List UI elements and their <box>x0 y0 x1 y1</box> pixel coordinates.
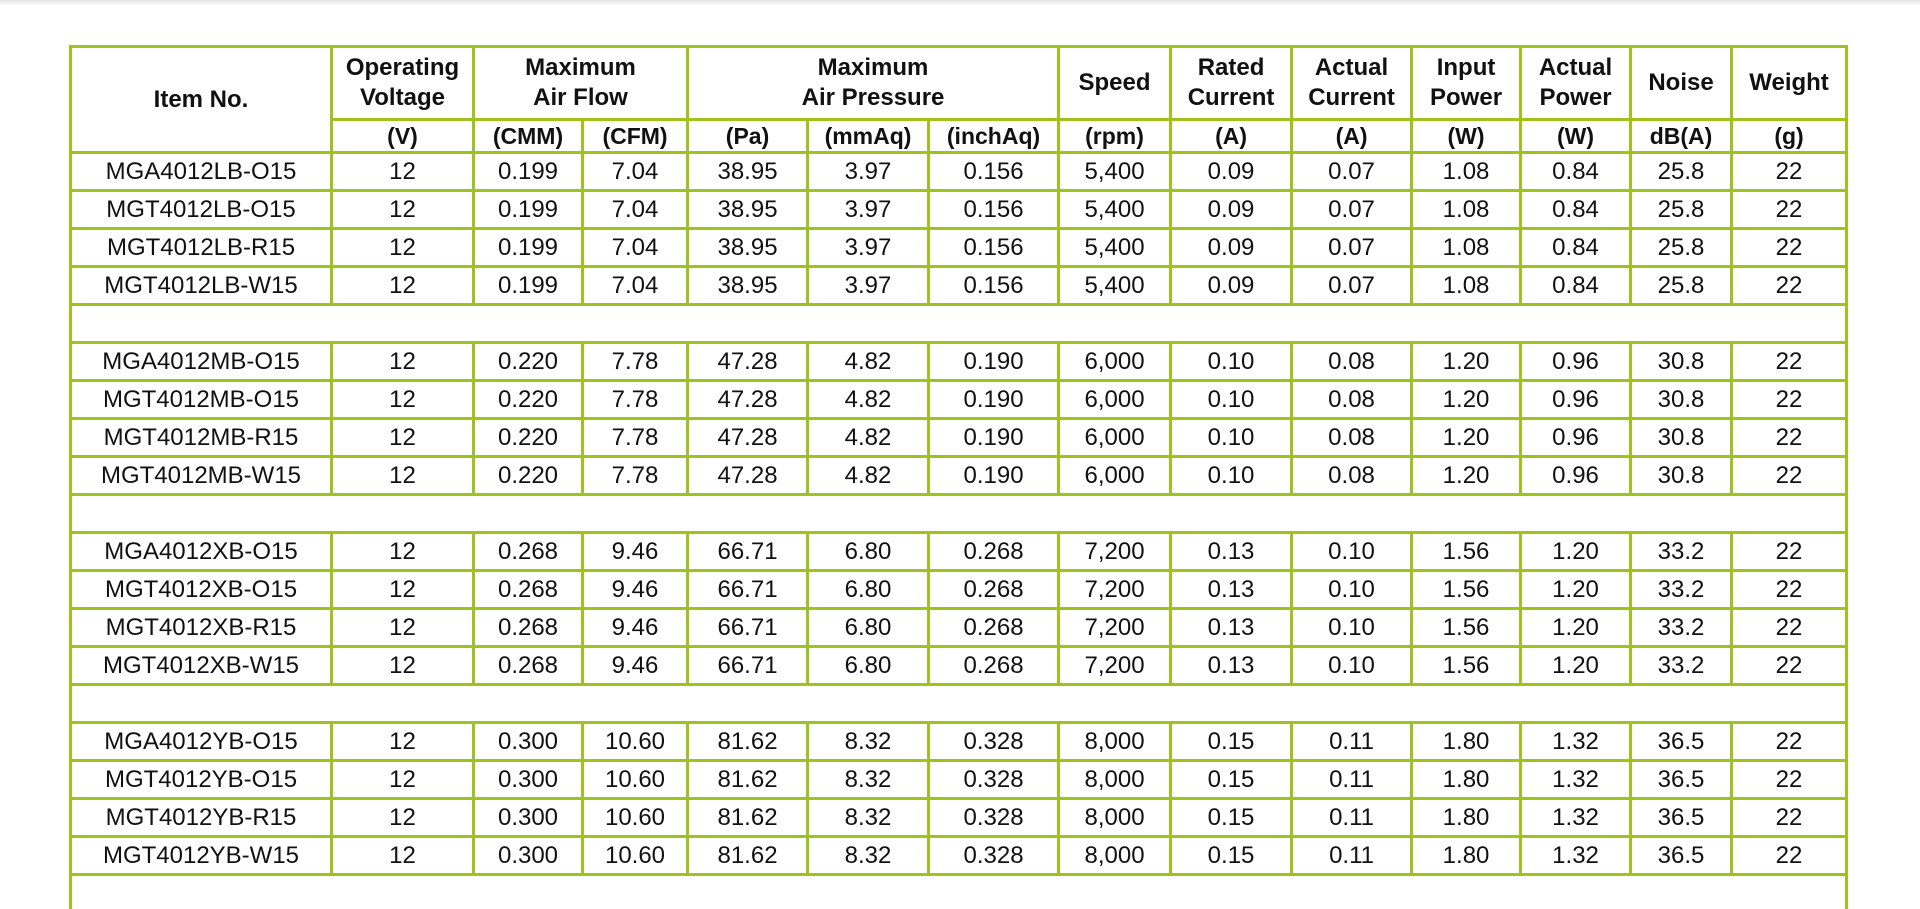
cell-pressure-mmaq: 6.80 <box>808 647 929 685</box>
rated-current-header: Rated Current <box>1171 47 1292 120</box>
table-row <box>71 837 1847 875</box>
cell-pressure-pa: 38.95 <box>688 153 808 191</box>
item-no-header: Item No. <box>71 47 332 153</box>
cell-actual-power: 0.96 <box>1521 381 1631 419</box>
cell-airflow-cmm: 0.199 <box>474 267 583 305</box>
cell-noise: 33.2 <box>1631 533 1732 571</box>
cell-speed: 6,000 <box>1059 457 1171 495</box>
cell-actual-power: 1.20 <box>1521 571 1631 609</box>
cell-voltage: 12 <box>332 723 474 761</box>
group-spacer-row <box>71 875 1847 909</box>
cell-pressure-mmaq: 8.32 <box>808 761 929 799</box>
cell-noise: 25.8 <box>1631 229 1732 267</box>
table-row <box>71 533 1847 571</box>
cell-noise: 33.2 <box>1631 609 1732 647</box>
cell-pressure-mmaq: 4.82 <box>808 457 929 495</box>
cell-weight: 22 <box>1732 381 1847 419</box>
cell-actual-current: 0.07 <box>1292 229 1412 267</box>
cell-speed: 5,400 <box>1059 229 1171 267</box>
cell-pressure-pa: 81.62 <box>688 723 808 761</box>
cell-pressure-inchaq: 0.328 <box>929 799 1059 837</box>
cell-actual-current: 0.11 <box>1292 837 1412 875</box>
table-row <box>71 609 1847 647</box>
cell-voltage: 12 <box>332 647 474 685</box>
cell-item-no: MGA4012YB-O15 <box>71 723 332 761</box>
cell-airflow-cfm: 7.04 <box>583 229 688 267</box>
cell-noise: 36.5 <box>1631 761 1732 799</box>
cell-pressure-inchaq: 0.190 <box>929 457 1059 495</box>
cell-actual-current: 0.10 <box>1292 647 1412 685</box>
cell-pressure-mmaq: 8.32 <box>808 723 929 761</box>
cell-pressure-pa: 47.28 <box>688 381 808 419</box>
unit-cfm: (CFM) <box>583 120 688 153</box>
cell-airflow-cfm: 9.46 <box>583 647 688 685</box>
cell-airflow-cmm: 0.300 <box>474 837 583 875</box>
table-row <box>71 343 1847 381</box>
cell-voltage: 12 <box>332 419 474 457</box>
cell-pressure-inchaq: 0.156 <box>929 229 1059 267</box>
cell-actual-current: 0.08 <box>1292 381 1412 419</box>
cell-pressure-mmaq: 6.80 <box>808 571 929 609</box>
cell-weight: 22 <box>1732 647 1847 685</box>
table-row <box>71 457 1847 495</box>
cell-noise: 36.5 <box>1631 837 1732 875</box>
cell-pressure-inchaq: 0.156 <box>929 153 1059 191</box>
cell-airflow-cfm: 7.04 <box>583 267 688 305</box>
cell-input-power: 1.20 <box>1412 419 1521 457</box>
cell-rated-current: 0.15 <box>1171 837 1292 875</box>
cell-rated-current: 0.09 <box>1171 191 1292 229</box>
cell-rated-current: 0.09 <box>1171 153 1292 191</box>
cell-actual-current: 0.11 <box>1292 723 1412 761</box>
header-row <box>71 47 1847 120</box>
cell-item-no: MGT4012YB-R15 <box>71 799 332 837</box>
cell-voltage: 12 <box>332 533 474 571</box>
cell-input-power: 1.08 <box>1412 191 1521 229</box>
cell-airflow-cmm: 0.268 <box>474 533 583 571</box>
cell-weight: 22 <box>1732 761 1847 799</box>
group-spacer <box>71 305 1847 343</box>
cell-pressure-mmaq: 3.97 <box>808 191 929 229</box>
unit-noise: dB(A) <box>1631 120 1732 153</box>
cell-pressure-inchaq: 0.268 <box>929 609 1059 647</box>
cell-speed: 5,400 <box>1059 191 1171 229</box>
cell-item-no: MGT4012MB-R15 <box>71 419 332 457</box>
cell-airflow-cmm: 0.268 <box>474 647 583 685</box>
cell-pressure-inchaq: 0.328 <box>929 837 1059 875</box>
cell-actual-current: 0.08 <box>1292 343 1412 381</box>
cell-voltage: 12 <box>332 761 474 799</box>
actual-power-header: Actual Power <box>1521 47 1631 120</box>
cell-pressure-pa: 66.71 <box>688 609 808 647</box>
page-top-edge <box>0 0 1920 6</box>
cell-airflow-cmm: 0.300 <box>474 799 583 837</box>
cell-item-no: MGA4012LB-O15 <box>71 153 332 191</box>
cell-pressure-inchaq: 0.268 <box>929 533 1059 571</box>
cell-actual-current: 0.07 <box>1292 191 1412 229</box>
cell-airflow-cfm: 9.46 <box>583 571 688 609</box>
cell-actual-power: 1.32 <box>1521 837 1631 875</box>
cell-actual-power: 1.20 <box>1521 533 1631 571</box>
cell-noise: 25.8 <box>1631 267 1732 305</box>
cell-actual-current: 0.10 <box>1292 533 1412 571</box>
cell-pressure-inchaq: 0.328 <box>929 761 1059 799</box>
group-spacer-row <box>71 495 1847 533</box>
cell-weight: 22 <box>1732 723 1847 761</box>
cell-actual-power: 0.84 <box>1521 153 1631 191</box>
units-row <box>71 120 1847 153</box>
cell-actual-current: 0.11 <box>1292 799 1412 837</box>
cell-actual-current: 0.11 <box>1292 761 1412 799</box>
unit-pa: (Pa) <box>688 120 808 153</box>
cell-airflow-cmm: 0.220 <box>474 381 583 419</box>
cell-airflow-cmm: 0.268 <box>474 609 583 647</box>
table-row <box>71 419 1847 457</box>
cell-actual-current: 0.08 <box>1292 419 1412 457</box>
cell-rated-current: 0.09 <box>1171 267 1292 305</box>
cell-actual-current: 0.07 <box>1292 267 1412 305</box>
cell-actual-power: 0.96 <box>1521 343 1631 381</box>
cell-pressure-mmaq: 3.97 <box>808 229 929 267</box>
cell-airflow-cmm: 0.199 <box>474 191 583 229</box>
cell-rated-current: 0.15 <box>1171 723 1292 761</box>
cell-voltage: 12 <box>332 343 474 381</box>
cell-actual-current: 0.10 <box>1292 571 1412 609</box>
cell-rated-current: 0.13 <box>1171 571 1292 609</box>
cell-speed: 5,400 <box>1059 267 1171 305</box>
cell-item-no: MGT4012YB-O15 <box>71 761 332 799</box>
cell-weight: 22 <box>1732 799 1847 837</box>
unit-mmaq: (mmAq) <box>808 120 929 153</box>
cell-actual-power: 1.20 <box>1521 647 1631 685</box>
cell-pressure-pa: 66.71 <box>688 533 808 571</box>
speed-header: Speed <box>1059 47 1171 120</box>
table-row <box>71 267 1847 305</box>
cell-input-power: 1.08 <box>1412 229 1521 267</box>
table-row <box>71 153 1847 191</box>
cell-airflow-cfm: 10.60 <box>583 799 688 837</box>
cell-pressure-pa: 38.95 <box>688 267 808 305</box>
unit-actual-power: (W) <box>1521 120 1631 153</box>
cell-speed: 6,000 <box>1059 343 1171 381</box>
unit-rpm: (rpm) <box>1059 120 1171 153</box>
airflow-header: Maximum Air Flow <box>474 47 688 120</box>
voltage-header: Operating Voltage <box>332 47 474 120</box>
cell-pressure-pa: 81.62 <box>688 761 808 799</box>
cell-speed: 8,000 <box>1059 837 1171 875</box>
unit-actual-current: (A) <box>1292 120 1412 153</box>
cell-speed: 7,200 <box>1059 533 1171 571</box>
unit-cmm: (CMM) <box>474 120 583 153</box>
cell-speed: 8,000 <box>1059 723 1171 761</box>
cell-airflow-cmm: 0.199 <box>474 229 583 267</box>
cell-pressure-pa: 66.71 <box>688 571 808 609</box>
cell-pressure-inchaq: 0.268 <box>929 647 1059 685</box>
cell-weight: 22 <box>1732 533 1847 571</box>
cell-speed: 5,400 <box>1059 153 1171 191</box>
cell-actual-power: 1.32 <box>1521 723 1631 761</box>
pressure-header: Maximum Air Pressure <box>688 47 1059 120</box>
table-row <box>71 723 1847 761</box>
cell-actual-power: 0.96 <box>1521 419 1631 457</box>
cell-airflow-cfm: 10.60 <box>583 837 688 875</box>
group-spacer <box>71 875 1847 909</box>
cell-noise: 25.8 <box>1631 191 1732 229</box>
cell-item-no: MGT4012YB-W15 <box>71 837 332 875</box>
cell-airflow-cfm: 9.46 <box>583 533 688 571</box>
cell-item-no: MGT4012MB-O15 <box>71 381 332 419</box>
table-row <box>71 647 1847 685</box>
cell-speed: 6,000 <box>1059 419 1171 457</box>
cell-pressure-pa: 81.62 <box>688 837 808 875</box>
cell-noise: 36.5 <box>1631 723 1732 761</box>
cell-rated-current: 0.15 <box>1171 761 1292 799</box>
cell-item-no: MGT4012XB-W15 <box>71 647 332 685</box>
cell-pressure-mmaq: 8.32 <box>808 837 929 875</box>
cell-voltage: 12 <box>332 837 474 875</box>
spec-table-body <box>71 153 1847 909</box>
cell-airflow-cfm: 7.78 <box>583 381 688 419</box>
cell-actual-current: 0.10 <box>1292 609 1412 647</box>
cell-airflow-cmm: 0.220 <box>474 343 583 381</box>
unit-weight: (g) <box>1732 120 1847 153</box>
cell-voltage: 12 <box>332 191 474 229</box>
cell-weight: 22 <box>1732 571 1847 609</box>
actual-current-header: Actual Current <box>1292 47 1412 120</box>
cell-pressure-mmaq: 8.32 <box>808 799 929 837</box>
cell-input-power: 1.08 <box>1412 267 1521 305</box>
cell-airflow-cfm: 7.78 <box>583 419 688 457</box>
cell-input-power: 1.80 <box>1412 799 1521 837</box>
input-power-header: Input Power <box>1412 47 1521 120</box>
cell-voltage: 12 <box>332 381 474 419</box>
cell-weight: 22 <box>1732 419 1847 457</box>
cell-rated-current: 0.10 <box>1171 343 1292 381</box>
cell-item-no: MGT4012XB-R15 <box>71 609 332 647</box>
cell-noise: 36.5 <box>1631 799 1732 837</box>
cell-airflow-cfm: 7.78 <box>583 457 688 495</box>
cell-item-no: MGT4012LB-O15 <box>71 191 332 229</box>
cell-pressure-pa: 38.95 <box>688 191 808 229</box>
unit-rated-current: (A) <box>1171 120 1292 153</box>
cell-input-power: 1.20 <box>1412 381 1521 419</box>
cell-actual-power: 0.84 <box>1521 229 1631 267</box>
table-row <box>71 761 1847 799</box>
cell-item-no: MGA4012MB-O15 <box>71 343 332 381</box>
cell-rated-current: 0.09 <box>1171 229 1292 267</box>
cell-airflow-cmm: 0.300 <box>474 761 583 799</box>
cell-pressure-mmaq: 4.82 <box>808 419 929 457</box>
cell-pressure-mmaq: 4.82 <box>808 343 929 381</box>
cell-airflow-cmm: 0.220 <box>474 419 583 457</box>
cell-weight: 22 <box>1732 267 1847 305</box>
cell-weight: 22 <box>1732 153 1847 191</box>
cell-speed: 8,000 <box>1059 761 1171 799</box>
table-row <box>71 799 1847 837</box>
group-spacer-row <box>71 305 1847 343</box>
cell-input-power: 1.08 <box>1412 153 1521 191</box>
cell-pressure-inchaq: 0.190 <box>929 381 1059 419</box>
cell-item-no: MGT4012XB-O15 <box>71 571 332 609</box>
cell-pressure-inchaq: 0.268 <box>929 571 1059 609</box>
cell-airflow-cmm: 0.199 <box>474 153 583 191</box>
cell-pressure-pa: 47.28 <box>688 343 808 381</box>
unit-input-power: (W) <box>1412 120 1521 153</box>
cell-input-power: 1.20 <box>1412 343 1521 381</box>
cell-voltage: 12 <box>332 457 474 495</box>
cell-weight: 22 <box>1732 229 1847 267</box>
cell-voltage: 12 <box>332 609 474 647</box>
table-row <box>71 381 1847 419</box>
cell-pressure-pa: 66.71 <box>688 647 808 685</box>
cell-rated-current: 0.10 <box>1171 457 1292 495</box>
cell-rated-current: 0.13 <box>1171 533 1292 571</box>
cell-actual-power: 1.20 <box>1521 609 1631 647</box>
cell-item-no: MGT4012MB-W15 <box>71 457 332 495</box>
cell-pressure-mmaq: 6.80 <box>808 609 929 647</box>
cell-input-power: 1.80 <box>1412 837 1521 875</box>
cell-voltage: 12 <box>332 571 474 609</box>
cell-airflow-cfm: 7.04 <box>583 153 688 191</box>
cell-rated-current: 0.13 <box>1171 647 1292 685</box>
cell-weight: 22 <box>1732 457 1847 495</box>
cell-pressure-inchaq: 0.156 <box>929 191 1059 229</box>
cell-actual-current: 0.07 <box>1292 153 1412 191</box>
cell-airflow-cmm: 0.300 <box>474 723 583 761</box>
cell-pressure-inchaq: 0.156 <box>929 267 1059 305</box>
cell-weight: 22 <box>1732 837 1847 875</box>
cell-noise: 30.8 <box>1631 381 1732 419</box>
cell-pressure-inchaq: 0.190 <box>929 343 1059 381</box>
unit-inchaq: (inchAq) <box>929 120 1059 153</box>
cell-pressure-inchaq: 0.190 <box>929 419 1059 457</box>
cell-actual-current: 0.08 <box>1292 457 1412 495</box>
cell-speed: 7,200 <box>1059 647 1171 685</box>
cell-airflow-cfm: 10.60 <box>583 723 688 761</box>
cell-input-power: 1.56 <box>1412 533 1521 571</box>
cell-speed: 7,200 <box>1059 571 1171 609</box>
cell-input-power: 1.20 <box>1412 457 1521 495</box>
table-row <box>71 571 1847 609</box>
cell-noise: 33.2 <box>1631 571 1732 609</box>
unit-voltage: (V) <box>332 120 474 153</box>
cell-weight: 22 <box>1732 343 1847 381</box>
cell-rated-current: 0.15 <box>1171 799 1292 837</box>
cell-voltage: 12 <box>332 153 474 191</box>
cell-actual-power: 0.84 <box>1521 191 1631 229</box>
cell-airflow-cfm: 9.46 <box>583 609 688 647</box>
cell-actual-power: 0.84 <box>1521 267 1631 305</box>
weight-header: Weight <box>1732 47 1847 120</box>
cell-weight: 22 <box>1732 191 1847 229</box>
cell-actual-power: 1.32 <box>1521 799 1631 837</box>
cell-voltage: 12 <box>332 229 474 267</box>
cell-item-no: MGT4012LB-R15 <box>71 229 332 267</box>
cell-pressure-mmaq: 4.82 <box>808 381 929 419</box>
cell-noise: 30.8 <box>1631 343 1732 381</box>
cell-pressure-pa: 47.28 <box>688 457 808 495</box>
cell-rated-current: 0.13 <box>1171 609 1292 647</box>
cell-actual-power: 1.32 <box>1521 761 1631 799</box>
cell-airflow-cmm: 0.268 <box>474 571 583 609</box>
cell-input-power: 1.56 <box>1412 609 1521 647</box>
cell-pressure-mmaq: 3.97 <box>808 267 929 305</box>
cell-pressure-pa: 47.28 <box>688 419 808 457</box>
cell-speed: 8,000 <box>1059 799 1171 837</box>
cell-input-power: 1.56 <box>1412 571 1521 609</box>
cell-weight: 22 <box>1732 609 1847 647</box>
cell-actual-power: 0.96 <box>1521 457 1631 495</box>
cell-airflow-cfm: 7.78 <box>583 343 688 381</box>
cell-voltage: 12 <box>332 799 474 837</box>
cell-noise: 30.8 <box>1631 457 1732 495</box>
cell-pressure-mmaq: 3.97 <box>808 153 929 191</box>
cell-rated-current: 0.10 <box>1171 419 1292 457</box>
cell-airflow-cmm: 0.220 <box>474 457 583 495</box>
table-row <box>71 229 1847 267</box>
group-spacer <box>71 495 1847 533</box>
cell-airflow-cfm: 10.60 <box>583 761 688 799</box>
cell-airflow-cfm: 7.04 <box>583 191 688 229</box>
cell-item-no: MGA4012XB-O15 <box>71 533 332 571</box>
cell-noise: 30.8 <box>1631 419 1732 457</box>
cell-noise: 33.2 <box>1631 647 1732 685</box>
cell-input-power: 1.80 <box>1412 761 1521 799</box>
group-spacer <box>71 685 1847 723</box>
cell-noise: 25.8 <box>1631 153 1732 191</box>
cell-voltage: 12 <box>332 267 474 305</box>
cell-item-no: MGT4012LB-W15 <box>71 267 332 305</box>
cell-input-power: 1.80 <box>1412 723 1521 761</box>
cell-input-power: 1.56 <box>1412 647 1521 685</box>
cell-rated-current: 0.10 <box>1171 381 1292 419</box>
cell-pressure-pa: 81.62 <box>688 799 808 837</box>
cell-pressure-mmaq: 6.80 <box>808 533 929 571</box>
group-spacer-row <box>71 685 1847 723</box>
fan-spec-table <box>69 45 1848 909</box>
cell-pressure-inchaq: 0.328 <box>929 723 1059 761</box>
cell-speed: 7,200 <box>1059 609 1171 647</box>
noise-header: Noise <box>1631 47 1732 120</box>
cell-speed: 6,000 <box>1059 381 1171 419</box>
table-row <box>71 191 1847 229</box>
cell-pressure-pa: 38.95 <box>688 229 808 267</box>
